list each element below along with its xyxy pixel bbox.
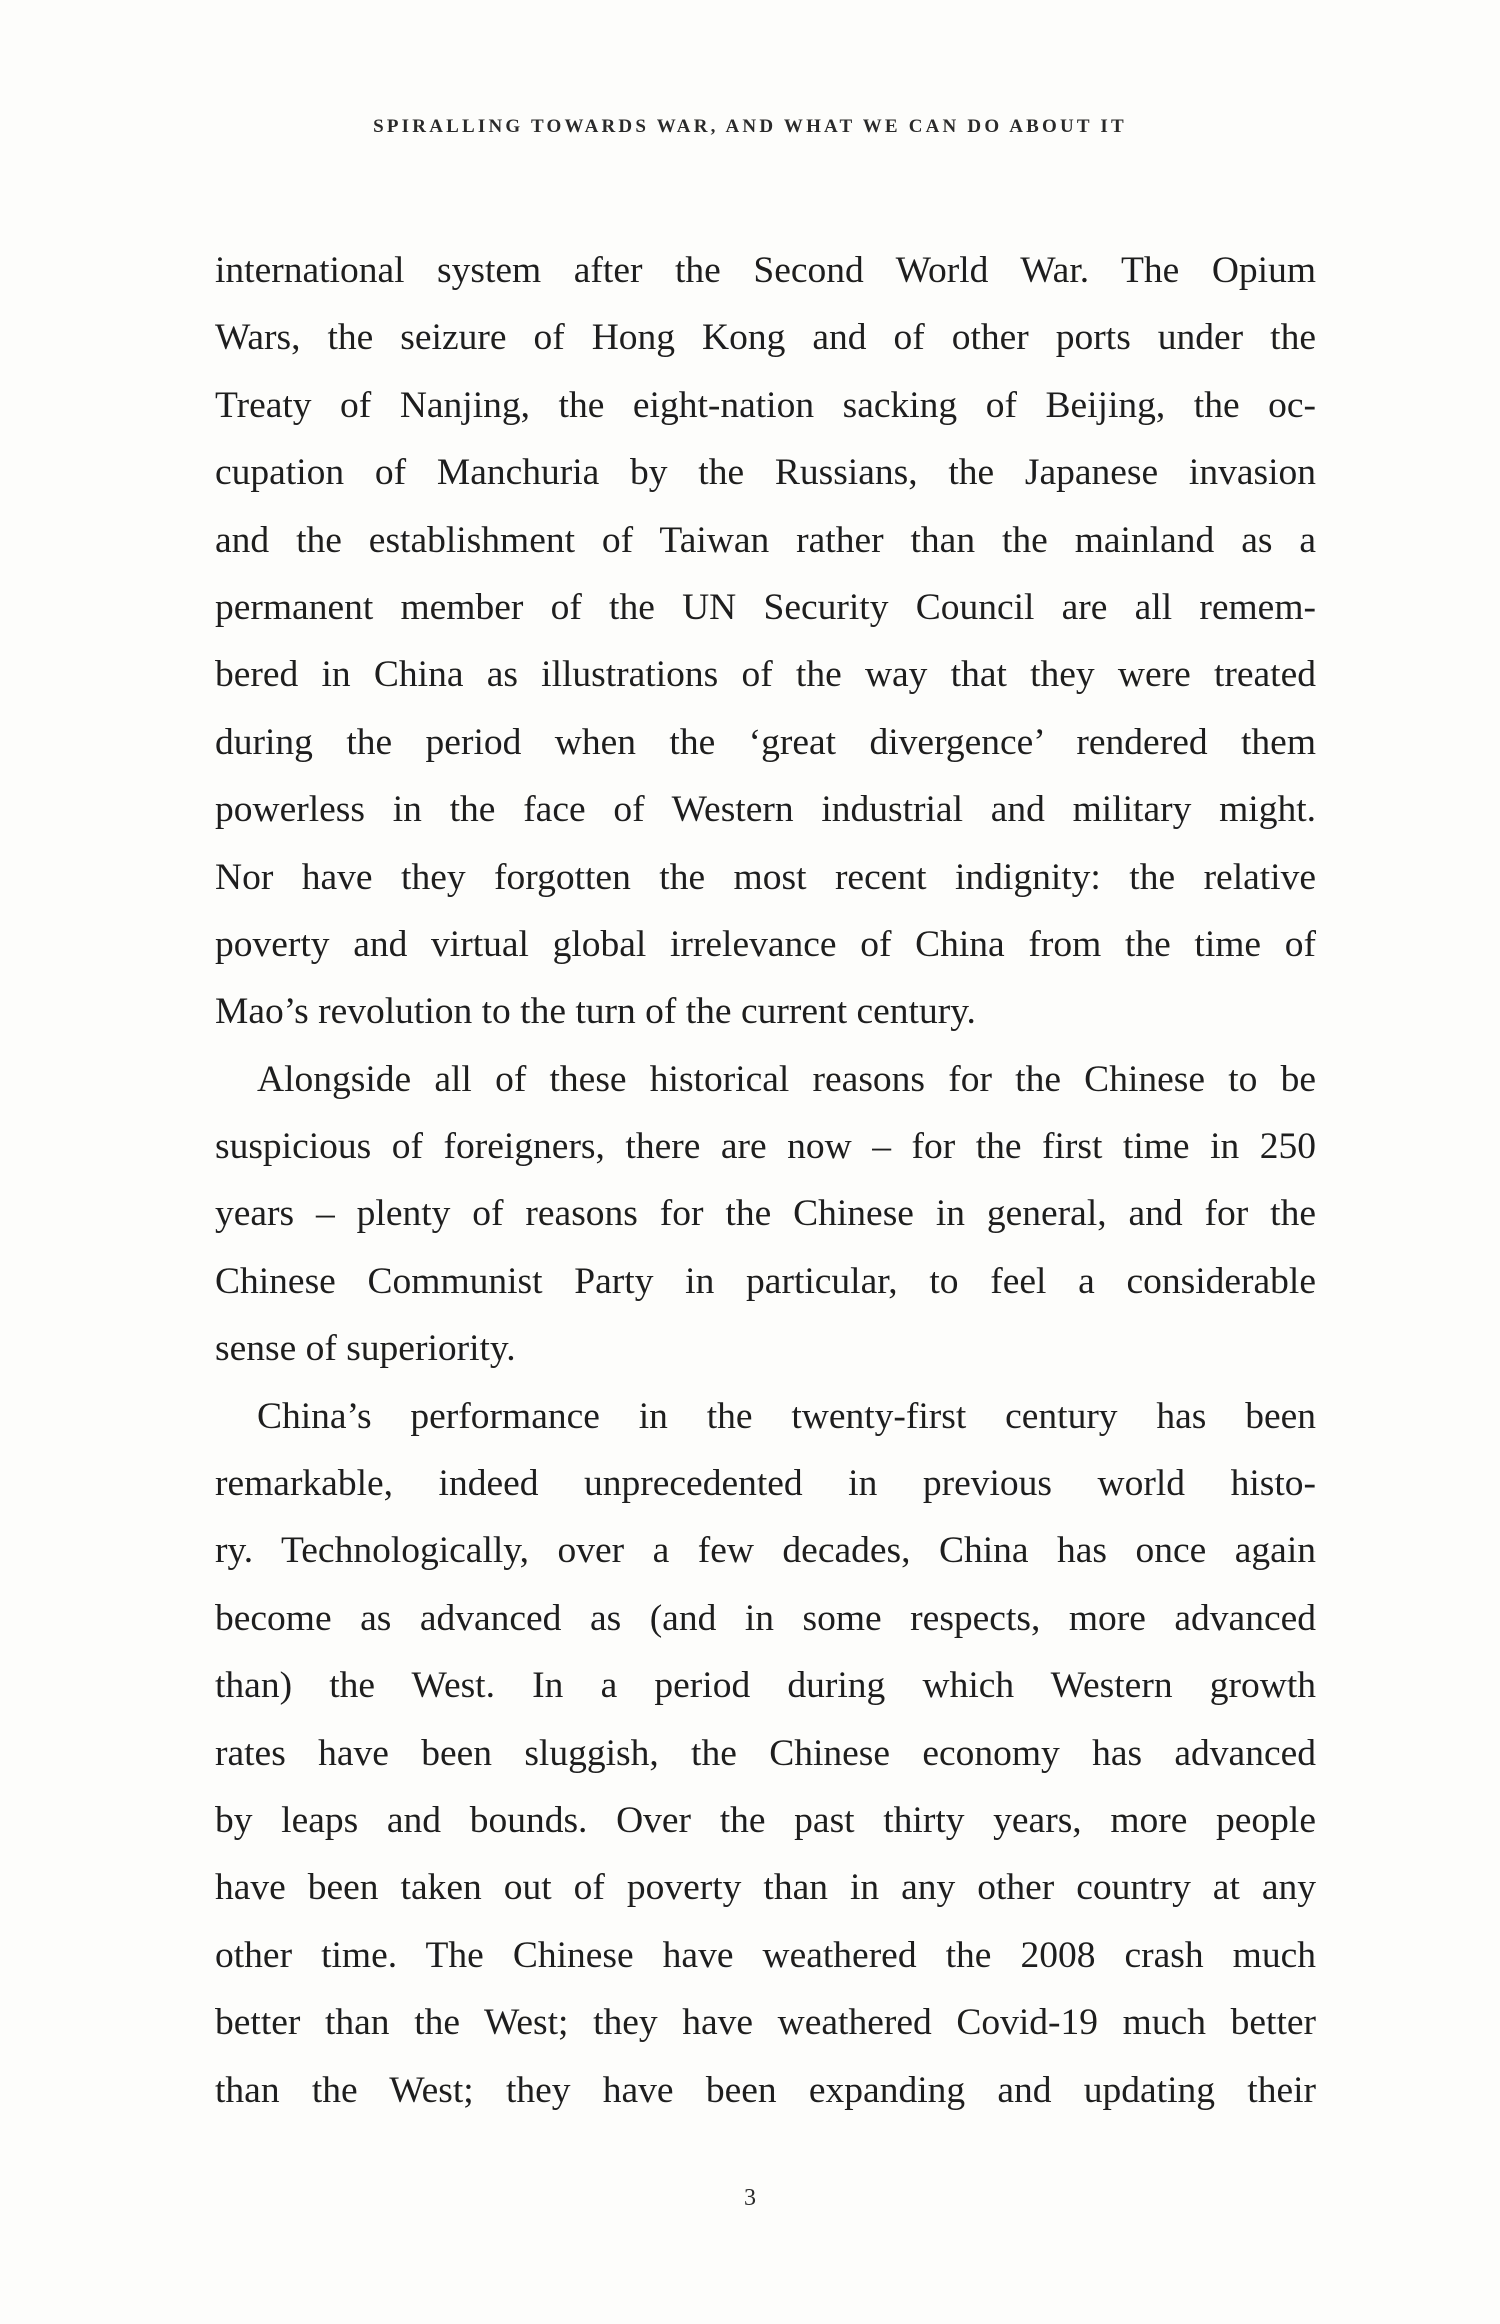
body-text	[215, 237, 1316, 2124]
paragraph	[215, 237, 1316, 1046]
text-line: Wars, the seizure of Hong Kong and of other ports under the	[215, 317, 1316, 359]
text-line: suspicious of foreigners, there are now – for the first time in 250	[215, 1126, 1316, 1168]
paragraph	[215, 1383, 1316, 2124]
text-line: bered in China as illustrations of the way that they were treated	[215, 654, 1316, 696]
text-line: international system after the Second World War. The Opium	[215, 250, 1316, 291]
text-line: cupation of Manchuria by the Russians, the Japanese invasion	[215, 452, 1316, 494]
text-line: rates have been sluggish, the Chinese economy has advanced	[215, 1732, 1316, 1774]
text-line: remarkable, indeed unprecedented in previous world histo-	[215, 1463, 1316, 1505]
text-line: Mao’s revolution to the turn of the current century.	[215, 991, 976, 1033]
text-line: powerless in the face of Western industrial and military might.	[215, 789, 1316, 831]
text-line: during the period when the ‘great divergence’ rendered them	[215, 721, 1316, 763]
running-header: SPIRALLING TOWARDS WAR, AND WHAT WE CAN DO ABOUT IT	[373, 116, 1127, 137]
text-line: than the West; they have been expanding and updating their	[215, 2069, 1316, 2111]
paragraph	[215, 1046, 1316, 1383]
text-line: years – plenty of reasons for the Chinese in general, and for the	[215, 1193, 1316, 1235]
text-line: than) the West. In a period during which Western growth	[215, 1665, 1316, 1707]
text-line: by leaps and bounds. Over the past thirty years, more people	[215, 1799, 1316, 1841]
text-line: Treaty of Nanjing, the eight-nation sacking of Beijing, the oc-	[215, 384, 1316, 426]
text-line: poverty and virtual global irrelevance of China from the time of	[215, 923, 1316, 965]
text-line: other time. The Chinese have weathered the 2008 crash much	[215, 1934, 1316, 1976]
text-line: permanent member of the UN Security Council are all remem-	[215, 586, 1316, 628]
text-line: and the establishment of Taiwan rather than the mainland as a	[215, 519, 1316, 561]
text-line: sense of superiority.	[215, 1328, 516, 1370]
text-line: China’s performance in the twenty-first century has been	[257, 1395, 1316, 1437]
text-line: ry. Technologically, over a few decades, China has once again	[215, 1530, 1316, 1572]
text-line: Chinese Communist Party in particular, to feel a considerable	[215, 1260, 1316, 1302]
text-line: Alongside all of these historical reasons for the Chinese to be	[257, 1058, 1316, 1100]
text-line: Nor have they forgotten the most recent indignity: the relative	[215, 856, 1316, 898]
page-number: 3	[744, 2185, 756, 2211]
text-line: have been taken out of poverty than in any other country at any	[215, 1867, 1316, 1909]
text-line: better than the West; they have weathered Covid-19 much better	[215, 2002, 1316, 2044]
text-line: become as advanced as (and in some respects, more advanced	[215, 1597, 1316, 1639]
